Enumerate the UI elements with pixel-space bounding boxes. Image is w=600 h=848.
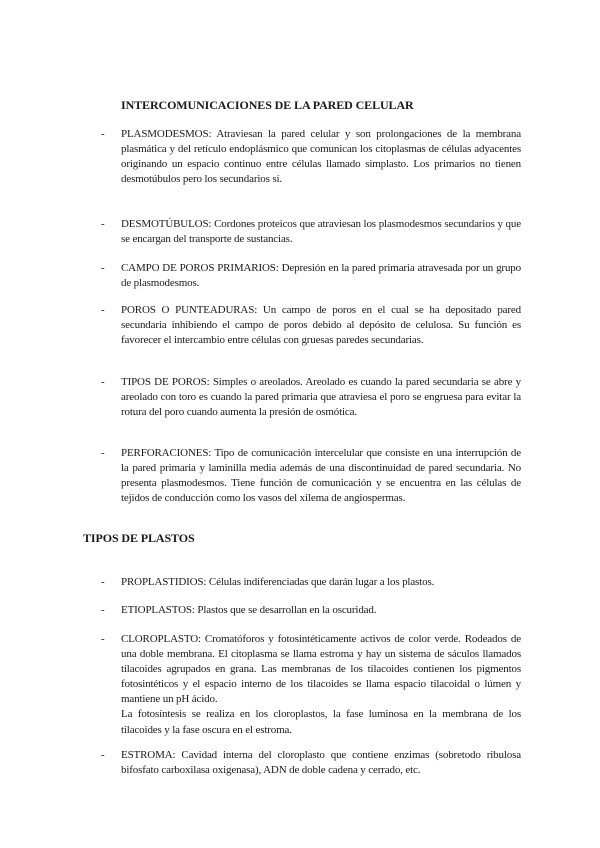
item-text: TIPOS DE POROS: Simples o areolados. Areolado es cuando la pared secundaria se abre y areolado con toro es cuando la pared primaria que atraviesa el poro se engruesa para evitar la rotura del poro cuando aumenta la presión de osmótica. [121, 376, 521, 419]
list-item-poros-punteaduras [101, 303, 521, 348]
bullet-dash: - [101, 218, 105, 230]
bullet-dash: - [101, 262, 105, 274]
item-text: ESTROMA: Cavidad interna del cloroplasto que contiene enzimas (sobretodo ribulosa bifosfato carboxilasa oxigenasa), ADN de doble cadena y cerrado, etc. [121, 749, 521, 777]
item-text: PLASMODESMOS: Atraviesan la pared celular y son prolongaciones de la membrana plasmática y del retículo endoplásmico que comunican los citoplasmas de células adyacentes originando un espacio continuo entre células llamado simplasto. Los primarios no tienen desmotúbulos pero los secundarios sí. [121, 128, 521, 186]
bullet-dash: - [101, 604, 105, 616]
item-text-continued: La fotosíntesis se realiza en los cloroplastos, la fase luminosa en la membrana de los tilacoides y la fase oscura en el estroma. [121, 708, 521, 736]
section-title-tipos-de-plastos: TIPOS DE PLASTOS [83, 531, 195, 545]
list-item-plasmodesmos [101, 127, 521, 187]
list-item-tipos-de-poros [101, 375, 521, 420]
item-text: PERFORACIONES: Tipo de comunicación intercelular que consiste en una interrupción de la pared primaria y laminilla media además de una discontinuidad de pared secundaria. No presenta plasmodesmos. Tiene función de comunicación y se encuentra en las células de tejidos de conducción como los vasos del xilema de angiospermas. [121, 447, 521, 505]
section-title-intercomunicaciones: INTERCOMUNICACIONES DE LA PARED CELULAR [121, 98, 414, 112]
list-item-etioplastos [101, 603, 521, 618]
item-text: ETIOPLASTOS: Plastos que se desarrollan en la oscuridad. [121, 604, 377, 616]
list-item-campo-de-poros [101, 261, 521, 291]
bullet-dash: - [101, 304, 105, 316]
item-text: POROS O PUNTEADURAS: Un campo de poros en el cual se ha depositado pared secundaria inhibiendo el campo de poros debido al depósito de celulosa. Su función es favorecer el intercambio entre células con gruesas paredes secundarias. [121, 304, 521, 347]
bullet-dash: - [101, 576, 105, 588]
list-item-proplastidios [101, 575, 521, 590]
list-item-estroma [101, 748, 521, 778]
bullet-dash: - [101, 128, 105, 140]
item-text: CLOROPLASTO: Cromatóforos y fotosintéticamente activos de color verde. Rodeados de una doble membrana. El citoplasma se llama estroma y hay un sistema de sáculos llamados tilacoides agrupados en grana. Las membranas de los tilacoides contienen los pigmentos fotosintéticos y el espacio interno de los tilacoides se llama espacio tilacoidal o lúmen y mantiene un pH ácido. [121, 633, 521, 706]
bullet-dash: - [101, 633, 105, 645]
item-text: CAMPO DE POROS PRIMARIOS: Depresión en la pared primaria atravesada por un grupo de plasmodesmos. [121, 262, 521, 290]
item-text: PROPLASTIDIOS: Células indiferenciadas que darán lugar a los plastos. [121, 576, 435, 588]
bullet-dash: - [101, 376, 105, 388]
bullet-dash: - [101, 447, 105, 459]
bullet-dash: - [101, 749, 105, 761]
item-text: DESMOTÚBULOS: Cordones proteicos que atraviesan los plasmodesmos secundarios y que se encargan del transporte de sustancias. [121, 218, 521, 246]
list-item-perforaciones [101, 446, 521, 506]
list-item-desmotubulos [101, 217, 521, 247]
list-item-cloroplasto [101, 632, 521, 738]
